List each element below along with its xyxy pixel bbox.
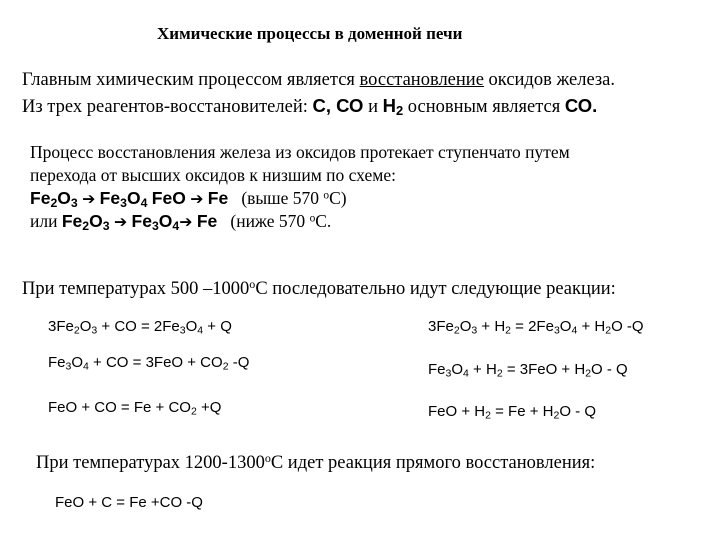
intro-line-2: Из трех реагентов-восстановителей: С, СО и $Н_2$ основным является СО. [22, 95, 598, 119]
reaction-co-2: $Fe_3O_4$ + CO = $3FeO + CO_2$ -Q [48, 354, 250, 373]
arrow-icon: ➔ [179, 212, 193, 231]
reaction-direct: FeO + C = Fe +CO -Q [55, 494, 203, 511]
reaction-h2-3: FeO + $H_2 = Fe + H_2O - Q$ [428, 403, 596, 422]
process-line-1: Процесс восстановления железа из оксидов протекает ступенчато путем [30, 142, 570, 162]
scheme-high-temp: $Fe_2O_3$ ➔ $Fe_3O_4$ FeO ➔ Fe (выше 570 $^о$С) [30, 188, 347, 211]
temp-range-2: При температурах $1200-1300^оС$ идет реакция прямого восстановления: [36, 451, 596, 473]
page-title: Химические процессы в доменной печи [157, 24, 463, 43]
scheme-low-temp: или $Fe_2O_3$ ➔ $Fe_3O_4➔$ Fe (ниже 570 $^о$С. [30, 211, 332, 234]
arrow-icon: ➔ [190, 189, 204, 208]
temp-range-1: При температурах 500 $-1000^оС$ последовательно идут следующие реакции: [22, 277, 616, 299]
reaction-co-3: FeO + CO = $Fe + CO_2 +Q$ [48, 399, 222, 418]
reaction-h2-2: $Fe_3O_4 + H_2 = 3FeO + H_2O - Q$ [428, 361, 628, 380]
reaction-h2-1: $3Fe_2O_3 + H_2 = 2Fe_3O_4 + H_2O$ -Q [428, 318, 644, 337]
intro-line-1: Главным химическим процессом является восстановление оксидов железа. [22, 70, 616, 90]
arrow-icon: ➔ [113, 212, 128, 231]
process-line-2: перехода от высших оксидов к низшим по схеме: [30, 165, 396, 185]
arrow-icon: ➔ [82, 189, 96, 208]
reaction-co-1: $3Fe_2O_3$ + CO = $2Fe_3O_4 + Q$ [48, 318, 232, 337]
